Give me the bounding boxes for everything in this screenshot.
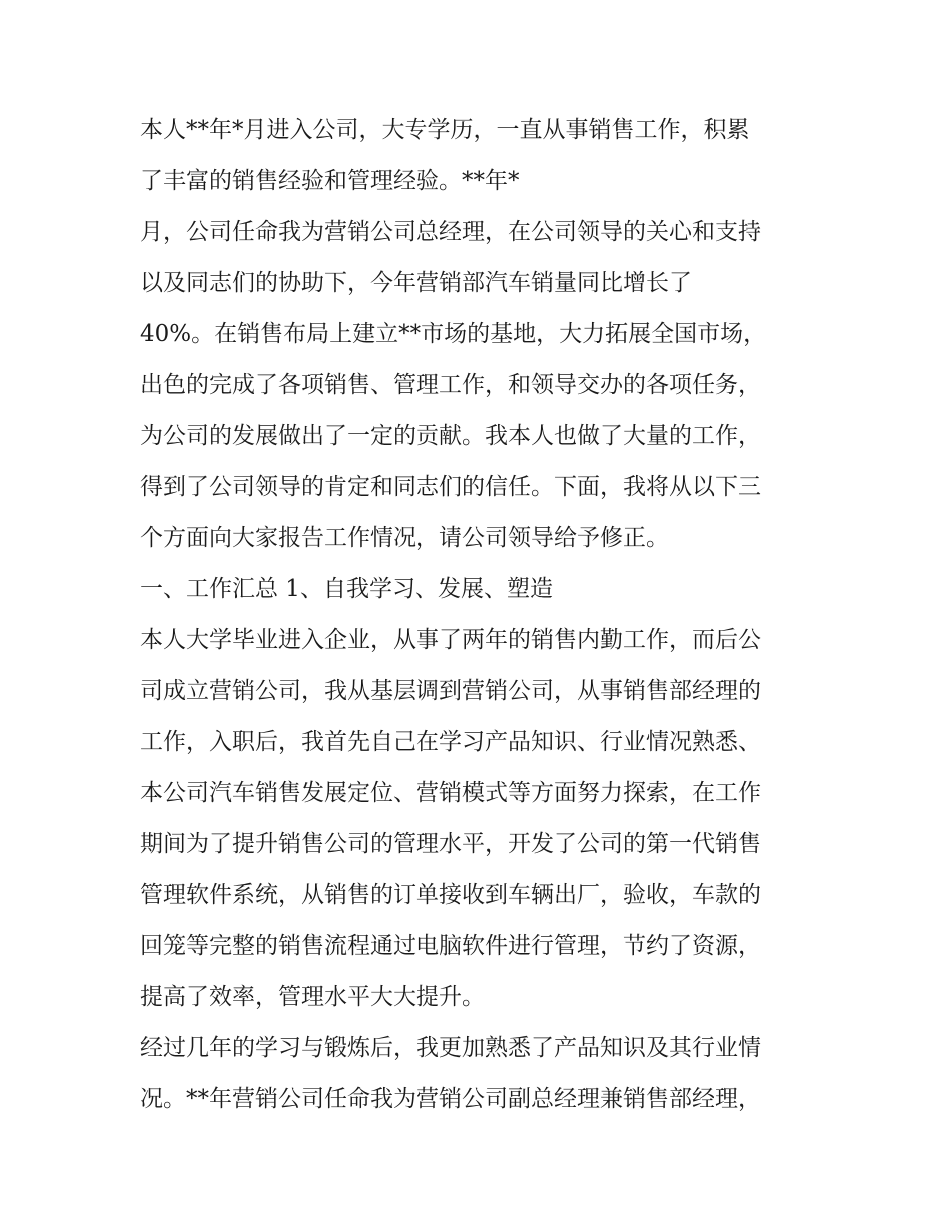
text-line: 期间为了提升销售公司的管理水平，开发了公司的第一代销售 xyxy=(140,831,761,857)
text-line: 得到了公司领导的肯定和同志们的信任。下面，我将从以下三 xyxy=(140,474,761,500)
text-line: 工作，入职后，我首先自己在学习产品知识、行业情况熟悉、 xyxy=(140,729,761,755)
text-line: 况。**年营销公司任命我为营销公司副总经理兼销售部经理， xyxy=(140,1086,761,1112)
text-line: 出色的完成了各项销售、管理工作，和领导交办的各项任务， xyxy=(140,372,761,398)
text-line: 了丰富的销售经验和管理经验。**年* xyxy=(140,168,520,194)
text-line: 40%。在销售布局上建立**市场的基地，大力拓展全国市场， xyxy=(140,321,767,347)
text-line: 为公司的发展做出了一定的贡献。我本人也做了大量的工作， xyxy=(140,423,761,449)
text-line: 回笼等完整的销售流程通过电脑软件进行管理，节约了资源， xyxy=(140,933,761,959)
text-line: 以及同志们的协助下，今年营销部汽车销量同比增长了 xyxy=(140,270,692,296)
text-line: 本人**年*月进入公司，大专学历，一直从事销售工作，积累 xyxy=(140,117,750,143)
text-line: 本人大学毕业进入企业，从事了两年的销售内勤工作，而后公 xyxy=(140,627,761,653)
section-heading: 一、工作汇总 1、自我学习、发展、塑造 xyxy=(140,576,553,602)
text-line: 司成立营销公司，我从基层调到营销公司，从事销售部经理的 xyxy=(140,678,761,704)
text-line: 月，公司任命我为营销公司总经理，在公司领导的关心和支持 xyxy=(140,219,761,245)
body-text xyxy=(140,105,830,1125)
text-line: 个方面向大家报告工作情况，请公司领导给予修正。 xyxy=(140,525,669,551)
text-line: 本公司汽车销售发展定位、营销模式等方面努力探索，在工作 xyxy=(140,780,761,806)
text-line: 管理软件系统，从销售的订单接收到车辆出厂，验收，车款的 xyxy=(140,882,761,908)
text-line: 提高了效率，管理水平大大提升。 xyxy=(140,984,485,1010)
text-line: 经过几年的学习与锻炼后，我更加熟悉了产品知识及其行业情 xyxy=(140,1035,761,1061)
